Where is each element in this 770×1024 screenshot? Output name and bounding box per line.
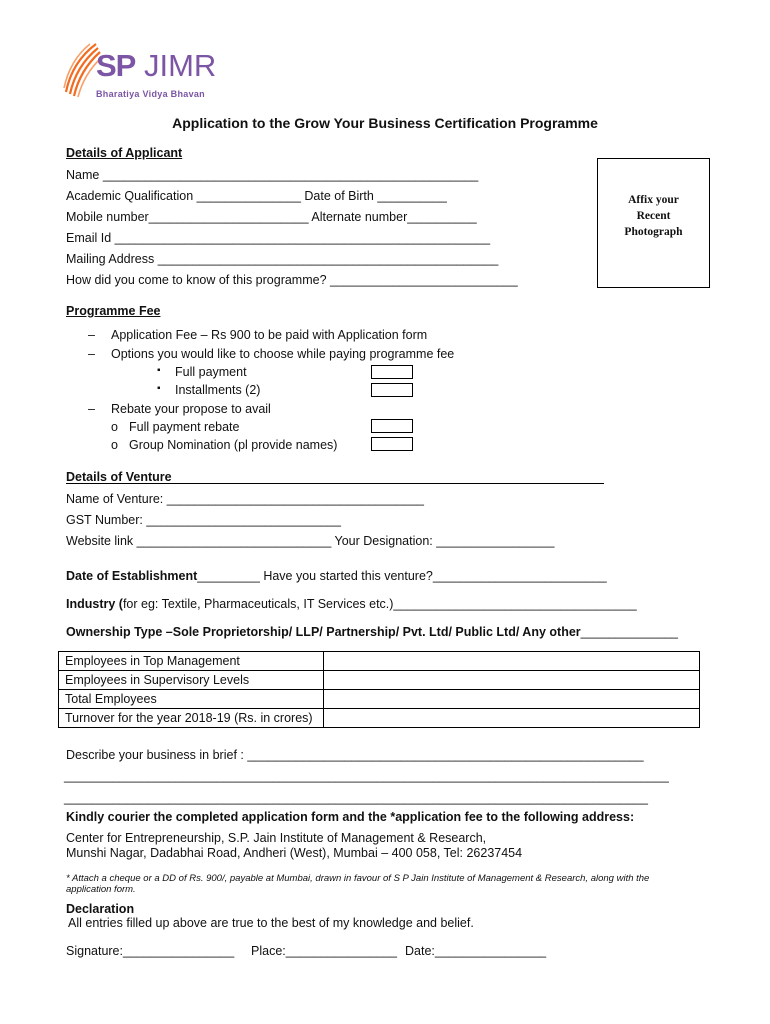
signature-field[interactable]: Signature:________________ — [66, 944, 235, 958]
date-establishment-label: Date of Establishment — [66, 569, 198, 583]
venture-heading: Details of Venture — [66, 470, 172, 484]
table-cell-value[interactable] — [324, 652, 700, 671]
venture-heading-rule — [66, 483, 604, 484]
declaration-heading: Declaration — [66, 902, 135, 916]
photo-line-1: Affix your — [628, 194, 679, 206]
options-text: Options you would like to choose while paying programme fee — [111, 347, 455, 361]
logo-tagline: Bharatiya Vidya Bhavan — [96, 89, 205, 99]
mobile-field[interactable]: Mobile number_______________________ Alternate number__________ — [66, 210, 477, 224]
date-establishment-rest: _________ Have you started this venture?_________________________ — [197, 569, 607, 583]
table-row — [59, 652, 700, 671]
date-field[interactable]: Date:________________ — [405, 944, 547, 958]
place-field[interactable]: Place:________________ — [251, 944, 397, 958]
courier-address-line-1: Center for Entrepreneurship, S.P. Jain Institute of Management & Research, — [66, 831, 487, 845]
academic-dob-field[interactable]: Academic Qualification _______________ Date of Birth __________ — [66, 189, 447, 203]
venture-name-field[interactable]: Name of Venture: _____________________________________ — [66, 492, 424, 506]
business-description-field[interactable]: Describe your business in brief : _________________________________________________________ — [66, 748, 644, 762]
dash-marker: – — [88, 402, 95, 416]
dash-marker: – — [88, 328, 95, 342]
cheque-note-continued: application form. — [66, 884, 136, 895]
table-cell-label: Total Employees — [59, 690, 324, 709]
full-payment-rebate-checkbox[interactable] — [371, 419, 413, 433]
full-payment-checkbox[interactable] — [371, 365, 413, 379]
name-field[interactable]: Name ______________________________________________________ — [66, 168, 479, 182]
table-cell-value[interactable] — [324, 709, 700, 728]
date-establishment-field[interactable] — [66, 569, 607, 583]
how-know-field[interactable]: How did you come to know of this programme? ___________________________ — [66, 273, 518, 287]
industry-field[interactable] — [66, 597, 637, 611]
courier-address-line-2: Munshi Nagar, Dadabhai Road, Andheri (West), Mumbai – 400 058, Tel: 26237454 — [66, 846, 523, 860]
dash-marker: – — [88, 347, 95, 361]
business-description-line[interactable]: ____________________________________________________________________________________ — [64, 791, 648, 805]
rebate-text: Rebate your propose to avail — [111, 402, 271, 416]
application-fee-text: Application Fee – Rs 900 to be paid with Application form — [111, 328, 428, 342]
applicant-heading: Details of Applicant — [66, 146, 183, 160]
circle-marker: o — [111, 438, 118, 452]
industry-label: Industry ( — [66, 597, 123, 611]
industry-rest: for eg: Textile, Pharmaceuticals, IT Services etc.)___________________________________ — [122, 597, 637, 611]
table-cell-value[interactable] — [324, 671, 700, 690]
gst-field[interactable]: GST Number: ____________________________ — [66, 513, 341, 527]
bullet-marker: ▪ — [157, 365, 161, 376]
spjimr-logo — [62, 40, 222, 104]
ownership-field[interactable] — [66, 625, 678, 639]
table-row — [59, 690, 700, 709]
page-title: Application to the Grow Your Business Certification Programme — [172, 115, 598, 131]
table-row — [59, 709, 700, 728]
table-cell-value[interactable] — [324, 690, 700, 709]
ownership-label: Ownership Type –Sole Proprietorship/ LLP/ Partnership/ Pvt. Ltd/ Public Ltd/ Any other — [66, 625, 581, 639]
ownership-blank: ______________ — [580, 625, 678, 639]
declaration-text: All entries filled up above are true to the best of my knowledge and belief. — [68, 916, 474, 930]
table-cell-label: Turnover for the year 2018-19 (Rs. in crores) — [59, 709, 324, 728]
group-nomination-label: Group Nomination (pl provide names) — [129, 438, 338, 452]
photo-box — [597, 158, 710, 288]
full-payment-rebate-label: Full payment rebate — [129, 420, 240, 434]
mailing-address-field[interactable]: Mailing Address _________________________________________________ — [66, 252, 499, 266]
website-designation-field[interactable]: Website link ____________________________ Your Designation: _________________ — [66, 534, 555, 548]
photo-line-3: Photograph — [624, 226, 683, 238]
fee-heading: Programme Fee — [66, 304, 161, 318]
installments-checkbox[interactable] — [371, 383, 413, 397]
table-cell-label: Employees in Supervisory Levels — [59, 671, 324, 690]
cheque-note: * Attach a cheque or a DD of Rs. 900/, payable at Mumbai, drawn in favour of S P Jain Institute of Management & Research, along with the — [66, 873, 650, 884]
employees-table — [58, 651, 700, 728]
logo-jimr-text: JIMR — [144, 48, 217, 83]
circle-marker: o — [111, 420, 118, 434]
business-description-line[interactable]: _______________________________________________________________________________________ — [64, 769, 669, 783]
table-cell-label: Employees in Top Management — [59, 652, 324, 671]
full-payment-label: Full payment — [175, 365, 247, 379]
group-nomination-checkbox[interactable] — [371, 437, 413, 451]
logo-sp-text: SP — [96, 48, 136, 83]
installments-label: Installments (2) — [175, 383, 261, 397]
email-field[interactable]: Email Id ______________________________________________________ — [66, 231, 491, 245]
table-row — [59, 671, 700, 690]
photo-line-2: Recent — [636, 210, 671, 222]
bullet-marker: ▪ — [157, 383, 161, 394]
courier-heading: Kindly courier the completed application form and the *application fee to the following address: — [66, 810, 635, 824]
